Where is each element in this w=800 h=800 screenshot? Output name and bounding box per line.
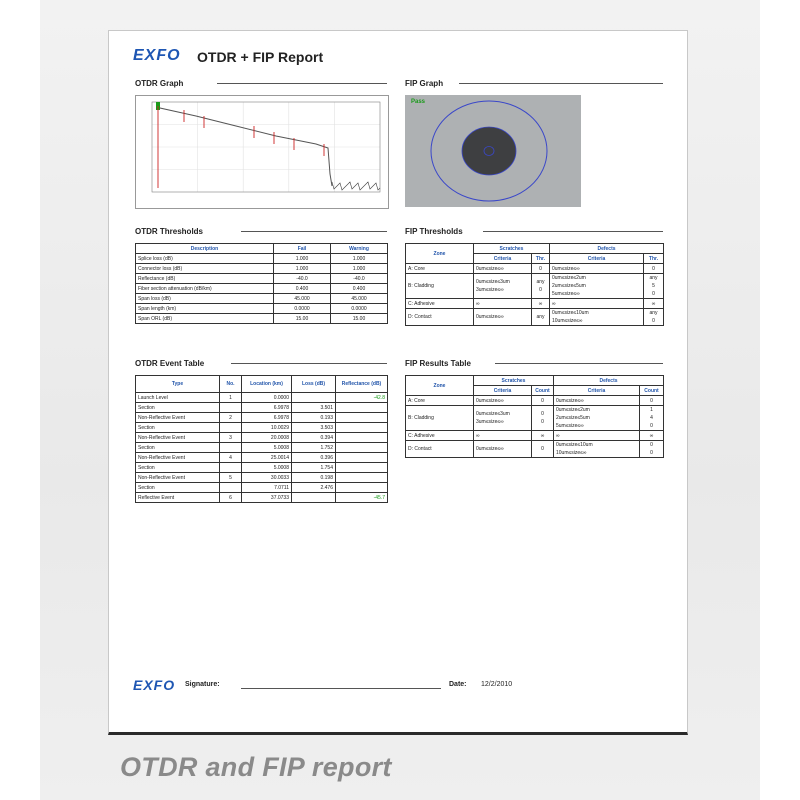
table-cell bbox=[336, 403, 388, 413]
table-cell: Connector loss (dB) bbox=[136, 264, 274, 274]
fip-results-table bbox=[405, 375, 664, 458]
table-cell: A: Core bbox=[406, 396, 474, 406]
column-subheader: Count bbox=[640, 386, 664, 396]
table-cell: ∞ bbox=[554, 431, 640, 441]
table-row bbox=[406, 396, 664, 406]
table-cell: any bbox=[532, 309, 550, 326]
noise-floor bbox=[332, 182, 380, 190]
table-cell: ∞ bbox=[644, 299, 664, 309]
table-cell: 5.0008 bbox=[242, 463, 292, 473]
table-cell bbox=[292, 493, 336, 503]
table-row bbox=[136, 294, 388, 304]
column-header: No. bbox=[220, 376, 242, 393]
table-cell: 0 bbox=[532, 396, 554, 406]
column-header: Warning bbox=[331, 244, 388, 254]
table-cell: 37.0733 bbox=[242, 493, 292, 503]
report-page bbox=[108, 30, 688, 735]
table-cell: B: Cladding bbox=[406, 406, 474, 431]
divider bbox=[241, 231, 387, 232]
table-cell: Section bbox=[136, 403, 220, 413]
column-subheader: Criteria bbox=[554, 386, 640, 396]
table-cell: 4 bbox=[220, 453, 242, 463]
column-header: Defects bbox=[550, 244, 664, 254]
table-cell: Section bbox=[136, 463, 220, 473]
table-cell: 0.400 bbox=[331, 284, 388, 294]
table-cell: 0.0000 bbox=[331, 304, 388, 314]
otdr-graph bbox=[135, 95, 389, 209]
table-cell: Section bbox=[136, 443, 220, 453]
table-cell bbox=[336, 473, 388, 483]
table-cell: 5 bbox=[220, 473, 242, 483]
table-cell: Launch Level bbox=[136, 393, 220, 403]
table-cell: ∞ bbox=[532, 299, 550, 309]
table-cell: Non-Reflective Event bbox=[136, 433, 220, 443]
table-cell bbox=[336, 413, 388, 423]
table-row bbox=[136, 393, 388, 403]
table-cell bbox=[336, 433, 388, 443]
table-cell: ∞ bbox=[474, 431, 532, 441]
table-cell: 0um≤size≤∞ bbox=[554, 396, 640, 406]
table-cell: 0um≤size≤3um 3um≤size≤∞ bbox=[474, 406, 532, 431]
table-cell: 0.394 bbox=[292, 433, 336, 443]
table-cell: 30.0033 bbox=[242, 473, 292, 483]
table-cell: 1 bbox=[220, 393, 242, 403]
table-cell: Span length (km) bbox=[136, 304, 274, 314]
table-cell: 0um≤size≤2um 2um≤size≤5um 5um≤size≤∞ bbox=[554, 406, 640, 431]
column-header: Defects bbox=[554, 376, 664, 386]
table-cell: ∞ bbox=[474, 299, 532, 309]
table-cell: 0.396 bbox=[292, 453, 336, 463]
table-row bbox=[136, 433, 388, 443]
column-subheader: Criteria bbox=[474, 386, 532, 396]
table-row bbox=[136, 473, 388, 483]
table-cell: 1 4 0 bbox=[640, 406, 664, 431]
exfo-logo: EXFO bbox=[133, 47, 181, 64]
column-header: Loss (dB) bbox=[292, 376, 336, 393]
table-cell: 0.400 bbox=[274, 284, 331, 294]
table-row bbox=[136, 453, 388, 463]
fip-image bbox=[405, 95, 581, 207]
table-cell: 2 bbox=[220, 413, 242, 423]
table-cell bbox=[220, 463, 242, 473]
table-cell: Non-Reflective Event bbox=[136, 473, 220, 483]
table-cell bbox=[336, 423, 388, 433]
divider bbox=[231, 363, 387, 364]
otdr-thresholds-heading: OTDR Thresholds bbox=[135, 227, 204, 236]
table-cell bbox=[220, 423, 242, 433]
column-subheader: Thr. bbox=[644, 254, 664, 264]
table-row bbox=[136, 284, 388, 294]
table-cell: 1.752 bbox=[292, 443, 336, 453]
fip-results-table-heading: FIP Results Table bbox=[405, 359, 471, 368]
table-cell: 0um≤size≤∞ bbox=[474, 309, 532, 326]
table-cell bbox=[220, 403, 242, 413]
column-subheader: Thr. bbox=[532, 254, 550, 264]
otdr-thresholds-table bbox=[135, 243, 388, 324]
column-header: Type bbox=[136, 376, 220, 393]
table-row bbox=[136, 493, 388, 503]
column-header: Description bbox=[136, 244, 274, 254]
table-cell: 3 bbox=[220, 433, 242, 443]
table-cell: 0 bbox=[644, 264, 664, 274]
otdr-graph-heading: OTDR Graph bbox=[135, 79, 184, 88]
table-cell bbox=[336, 483, 388, 493]
footer-exfo-logo: EXFO bbox=[133, 677, 176, 693]
table-cell: C: Adhesive bbox=[406, 431, 474, 441]
table-row bbox=[136, 274, 388, 284]
column-header: Scratches bbox=[474, 244, 550, 254]
table-cell: A: Core bbox=[406, 264, 474, 274]
table-cell: 1.000 bbox=[331, 254, 388, 264]
fip-pass-status: Pass bbox=[411, 99, 426, 105]
fip-thresholds-body bbox=[406, 264, 664, 326]
column-header: Scratches bbox=[474, 376, 554, 386]
table-cell: 1.000 bbox=[331, 264, 388, 274]
table-cell: Non-Reflective Event bbox=[136, 413, 220, 423]
column-header: Zone bbox=[406, 376, 474, 396]
table-row bbox=[136, 443, 388, 453]
table-cell: Splice loss (dB) bbox=[136, 254, 274, 264]
table-cell: Non-Reflective Event bbox=[136, 453, 220, 463]
column-header: Zone bbox=[406, 244, 474, 264]
table-cell: ∞ bbox=[532, 431, 554, 441]
table-cell: any 0 bbox=[644, 309, 664, 326]
table-cell: Fiber section attenuation (dB/km) bbox=[136, 284, 274, 294]
table-cell bbox=[336, 463, 388, 473]
table-row bbox=[406, 431, 664, 441]
table-cell: 25.0014 bbox=[242, 453, 292, 463]
divider bbox=[217, 83, 387, 84]
otdr-event-body bbox=[136, 393, 388, 503]
table-row bbox=[136, 304, 388, 314]
table-cell: 6.9978 bbox=[242, 403, 292, 413]
table-cell: 1.000 bbox=[274, 264, 331, 274]
table-cell: Span ORL (dB) bbox=[136, 314, 274, 324]
table-cell: -40.0 bbox=[274, 274, 331, 284]
table-cell: 0.198 bbox=[292, 473, 336, 483]
table-row bbox=[136, 463, 388, 473]
table-cell: 15.00 bbox=[331, 314, 388, 324]
otdr-event-table-heading: OTDR Event Table bbox=[135, 359, 205, 368]
divider bbox=[459, 83, 663, 84]
report-title: OTDR + FIP Report bbox=[197, 49, 324, 65]
table-cell: D: Contact bbox=[406, 309, 474, 326]
signature-label: Signature: bbox=[185, 681, 220, 688]
fip-results-body bbox=[406, 396, 664, 458]
table-cell: 3.501 bbox=[292, 403, 336, 413]
table-cell: Section bbox=[136, 483, 220, 493]
fip-thresholds-heading: FIP Thresholds bbox=[405, 227, 463, 236]
table-cell: 0.0000 bbox=[274, 304, 331, 314]
column-subheader: Count bbox=[532, 386, 554, 396]
table-cell: 3.503 bbox=[292, 423, 336, 433]
table-cell: 0um≤size≤10um 10um≤size≤∞ bbox=[554, 441, 640, 458]
table-row bbox=[136, 413, 388, 423]
table-cell: -40.0 bbox=[331, 274, 388, 284]
table-cell: 10.0029 bbox=[242, 423, 292, 433]
table-cell: 0um≤size≤∞ bbox=[474, 396, 532, 406]
table-row bbox=[136, 264, 388, 274]
table-cell: -45.7 bbox=[336, 493, 388, 503]
table-row bbox=[136, 483, 388, 493]
table-row bbox=[136, 403, 388, 413]
column-subheader: Criteria bbox=[474, 254, 532, 264]
table-cell: ∞ bbox=[640, 431, 664, 441]
table-cell: 0 0 bbox=[532, 406, 554, 431]
table-cell bbox=[220, 483, 242, 493]
table-cell: 0 bbox=[532, 264, 550, 274]
table-cell: Span loss (dB) bbox=[136, 294, 274, 304]
table-cell bbox=[336, 443, 388, 453]
table-cell: 0um≤size≤∞ bbox=[474, 441, 532, 458]
table-cell: Section bbox=[136, 423, 220, 433]
fiber-endface-image bbox=[405, 95, 581, 207]
table-cell: 0 0 bbox=[640, 441, 664, 458]
table-cell: 0 bbox=[532, 441, 554, 458]
date-label: Date: bbox=[449, 681, 467, 688]
table-cell: B: Cladding bbox=[406, 274, 474, 299]
table-cell bbox=[220, 443, 242, 453]
table-row bbox=[136, 314, 388, 324]
table-cell: C: Adhesive bbox=[406, 299, 474, 309]
table-cell: 0um≤size≤10um 10um≤size≤∞ bbox=[550, 309, 644, 326]
table-cell: any 0 bbox=[532, 274, 550, 299]
table-cell: 1.000 bbox=[274, 254, 331, 264]
table-cell: 45.000 bbox=[274, 294, 331, 304]
table-row bbox=[406, 274, 664, 299]
column-header: Reflectance (dB) bbox=[336, 376, 388, 393]
table-cell: 0um≤size≤3um 3um≤size≤∞ bbox=[474, 274, 532, 299]
table-cell: Reflective Event bbox=[136, 493, 220, 503]
table-cell: ∞ bbox=[550, 299, 644, 309]
table-row bbox=[136, 254, 388, 264]
table-cell: 15.00 bbox=[274, 314, 331, 324]
fip-graph-heading: FIP Graph bbox=[405, 79, 444, 88]
date-value: 12/2/2010 bbox=[481, 681, 513, 688]
table-row bbox=[406, 299, 664, 309]
table-row bbox=[406, 441, 664, 458]
table-cell: 45.000 bbox=[331, 294, 388, 304]
divider bbox=[483, 231, 663, 232]
table-cell: 0 bbox=[640, 396, 664, 406]
table-cell: 0um≤size≤2um 2um≤size≤5um 5um≤size≤∞ bbox=[550, 274, 644, 299]
table-cell: 0.193 bbox=[292, 413, 336, 423]
table-row bbox=[406, 264, 664, 274]
table-cell: 7.0711 bbox=[242, 483, 292, 493]
table-cell: 0um≤size≤∞ bbox=[550, 264, 644, 274]
divider bbox=[495, 363, 663, 364]
table-cell: -42.8 bbox=[336, 393, 388, 403]
table-cell: 1.754 bbox=[292, 463, 336, 473]
table-row bbox=[406, 309, 664, 326]
table-cell: Reflectance (dB) bbox=[136, 274, 274, 284]
table-row bbox=[406, 406, 664, 431]
table-cell: 0.0000 bbox=[242, 393, 292, 403]
table-cell bbox=[292, 393, 336, 403]
table-row bbox=[136, 423, 388, 433]
signature-line[interactable] bbox=[241, 688, 441, 689]
table-cell: 6.9978 bbox=[242, 413, 292, 423]
table-cell bbox=[336, 453, 388, 463]
table-cell: 6 bbox=[220, 493, 242, 503]
fip-thresholds-table bbox=[405, 243, 664, 326]
otdr-event-table bbox=[135, 375, 388, 503]
table-cell: 0um≤size≤∞ bbox=[474, 264, 532, 274]
table-cell: 2.476 bbox=[292, 483, 336, 493]
image-caption: OTDR and FIP report bbox=[120, 752, 392, 782]
column-header: Location (km) bbox=[242, 376, 292, 393]
column-subheader: Criteria bbox=[550, 254, 644, 264]
table-cell: 5.0008 bbox=[242, 443, 292, 453]
table-cell: D: Contact bbox=[406, 441, 474, 458]
table-cell: 20.0008 bbox=[242, 433, 292, 443]
table-cell: any 5 0 bbox=[644, 274, 664, 299]
column-header: Fail bbox=[274, 244, 331, 254]
otdr-trace-plot bbox=[136, 96, 388, 208]
